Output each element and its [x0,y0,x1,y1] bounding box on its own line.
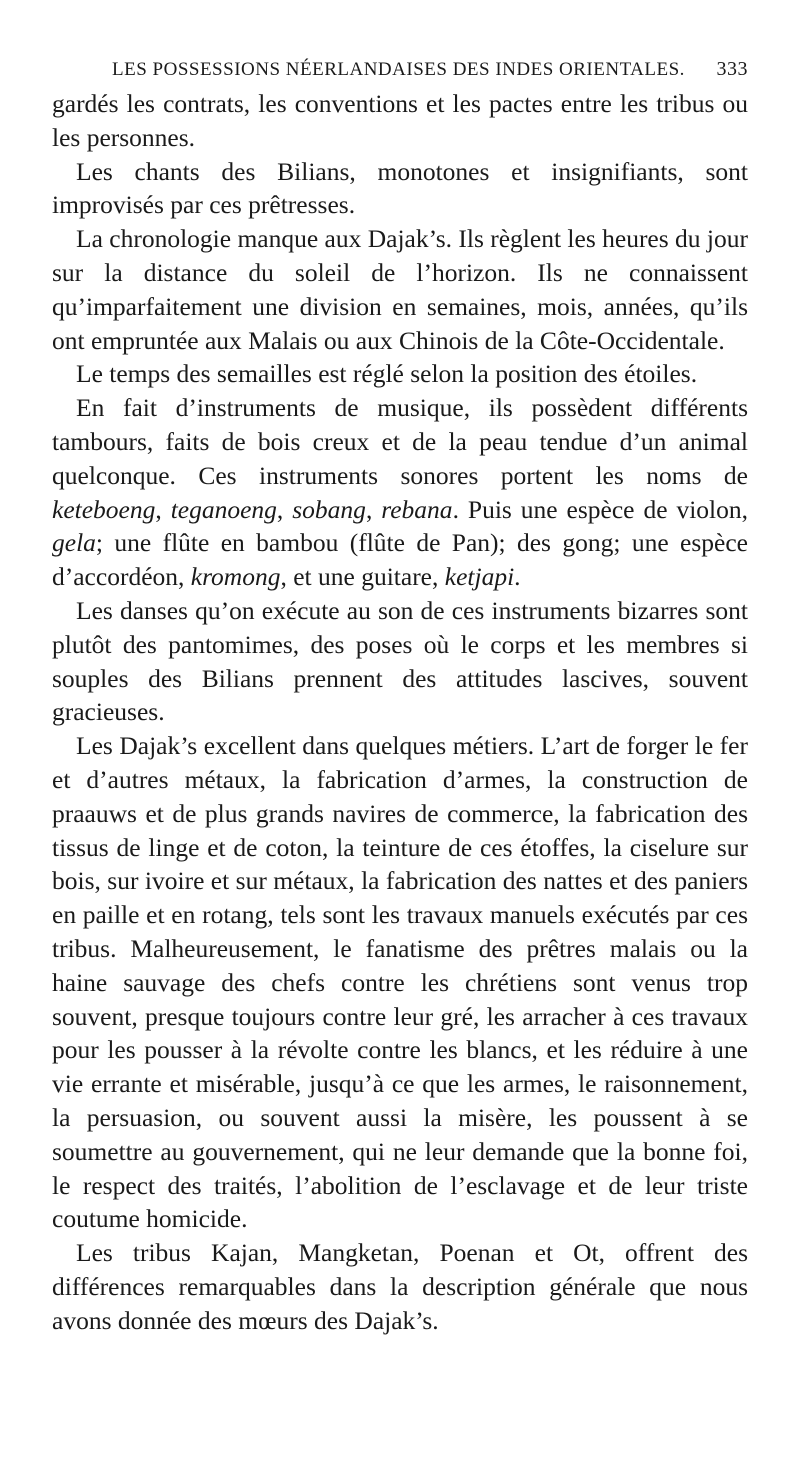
paragraph-semailles: Le temps des semailles est réglé selon la position des étoiles. [76,359,698,389]
paragraph-instruments [52,391,748,594]
paragraph-metiers: Les Dajak’s excellent dans quelques métiers. L’art de forger le fer et d’autres métaux, la fabrication d’armes, la construction de praauws et de plus grands navires de commerce, la fabrication des tissus de linge et de coton, la teinture de ces étoffes, la ciselure sur bois, sur ivoire et sur métaux, la fabrication des nattes et des paniers en paille et en rotang, tels sont les travaux manuels exécutés par ces tribus. Malheureusement, le fanatisme des prêtres malais ou la haine sauvage des chefs contre les chrétiens sont venus trop souvent, presque toujours contre leur gré, les arracher à ces travaux pour les pousser à la révolte contre les blancs, et les réduire à une vie errante et misérable, jusqu’à ce que les armes, le raisonnement, la persuasion, ou souvent aussi la misère, les poussent à se soumettre au gouvernement, qui ne leur demande que la bonne foi, le respect des traités, l’abolition de l’esclavage et de leur triste coutume homicide. [52,731,748,1234]
paragraph-chants: Les chants des Bilians, monotones et insignifiants, sont improvisés par ces prêtresses. [52,156,748,220]
paragraph-tribus: Les tribus Kajan, Mangketan, Poenan et Ot, offrent des différences remarquables dans la description générale que nous avons donnée des mœurs des Dajak’s. [52,1238,748,1335]
text-run: . [514,562,521,592]
instrument-name: kromong [190,562,281,592]
body-text [52,87,748,1337]
text-run: . Puis une espèce de violon, [452,494,749,524]
running-head [112,58,748,81]
text-run: , [276,494,293,524]
text-run: En fait d’instruments de musique, ils possèdent différents tambours, faits de bois creux et de la peau tendue d’un animal quelconque. Ces instruments sonores portent les noms de [52,393,748,490]
instrument-name: teganoeng [170,494,277,524]
instrument-name: rebana [381,494,453,524]
paragraph-danses: Les danses qu’on exécute au son de ces instruments bizarres sont plutôt des pantomimes, des poses où le corps et les membres si souples des Bilians prennent des attitudes lascives, souvent gracieuses. [52,595,748,727]
text-run: ; une flûte en bambou (flûte de Pan); des gong; une espèce d’accordéon, [52,528,748,592]
paragraph-chronologie: La chronologie manque aux Dajak’s. Ils règlent les heures du jour sur la distance du soleil de l’horizon. Ils ne connaissent qu’imparfaitement une division en semaines, mois, années, qu’ils ont empruntée aux Malais ou aux Chinois de la Côte-Occidentale. [52,224,749,355]
instrument-name: sobang [292,494,366,524]
text-run: , et une guitare, [280,562,445,592]
paragraph-continuation: gardés les contrats, les conventions et les pactes entre les tribus ou les personnes. [52,89,748,152]
instrument-name: keteboeng [52,494,156,524]
page-number: 333 [716,58,748,80]
running-title: LES POSSESSIONS NÉERLANDAISES DES INDES ORIENTALES. [112,59,685,80]
instrument-name: ketjapi [444,562,515,592]
text-run: , [365,494,382,524]
text-run: , [155,494,171,524]
instrument-name: gela [52,528,96,558]
